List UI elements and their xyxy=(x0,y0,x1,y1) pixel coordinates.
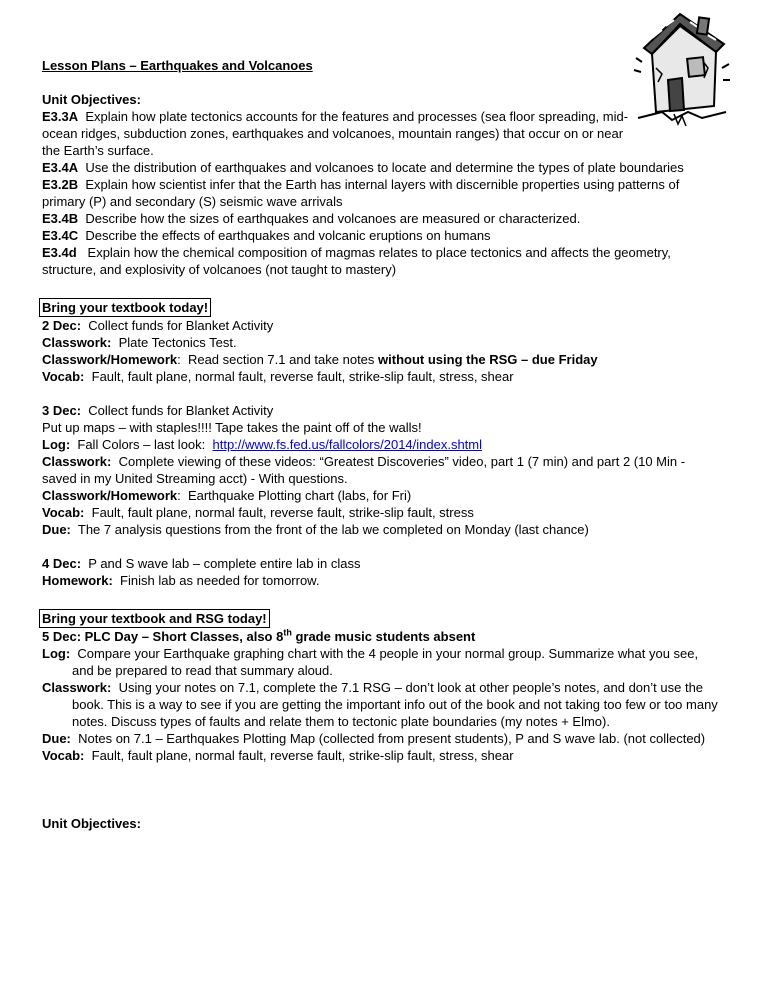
day4-log: Log: Compare your Earthquake graphing chart with the 4 people in your normal group. Summarize what you see, and be prepared to read that summary aloud. xyxy=(42,646,699,678)
day2-date-row: 3 Dec: Collect funds for Blanket Activity xyxy=(42,403,274,418)
reminder-box: Bring your textbook today! xyxy=(39,298,211,317)
objective-e3-4a: E3.4A Use the distribution of earthquakes and volcanoes to locate and determine the types of plate boundaries xyxy=(42,160,684,175)
reminder-box: Bring your textbook and RSG today! xyxy=(39,609,270,628)
footer-unit-objectives-heading: Unit Objectives: xyxy=(42,816,141,831)
day1-reminder-row xyxy=(42,298,722,317)
unit-objectives-heading: Unit Objectives: xyxy=(42,92,141,107)
day1-classwork: Classwork: Plate Tectonics Test. xyxy=(42,335,237,350)
objective-e3-2b: E3.2B Explain how scientist infer that the Earth has internal layers with discernible properties using patterns of primary (P) and secondary (S) seismic wave arrivals xyxy=(42,177,680,209)
objective-e3-3a: E3.3A Explain how plate tectonics accounts for the features and processes (sea floor spreading, mid-ocean ridges, subduction zones, earthquakes and volcanoes, mountain ranges) that occur on or near the Earth’s surface. xyxy=(42,109,629,158)
day2-classwork-homework: Classwork/Homework: Earthquake Plotting chart (labs, for Fri) xyxy=(42,488,412,503)
day1-vocab: Vocab: Fault, fault plane, normal fault, reverse fault, strike-slip fault, stress, shear xyxy=(42,369,514,384)
day2-log: Log: Fall Colors – last look: http://www.fs.fed.us/fallcolors/2014/index.shtml xyxy=(42,437,483,452)
day4-vocab: Vocab: Fault, fault plane, normal fault, reverse fault, strike-slip fault, stress, shear xyxy=(42,748,514,763)
objective-e3-4c: E3.4C Describe the effects of earthquakes and volcanic eruptions on humans xyxy=(42,228,491,243)
day2-due: Due: The 7 analysis questions from the front of the lab we completed on Monday (last chance) xyxy=(42,522,589,537)
day4-due: Due: Notes on 7.1 – Earthquakes Plotting Map (collected from present students), P and S wave lab. (not collected) xyxy=(42,731,706,746)
page-title: Lesson Plans – Earthquakes and Volcanoes xyxy=(42,58,313,73)
day2-note: Put up maps – with staples!!!! Tape takes the paint off of the walls! xyxy=(42,420,422,435)
day3-date-row: 4 Dec: P and S wave lab – complete entire lab in class xyxy=(42,556,361,571)
day4-classwork: Classwork: Using your notes on 7.1, complete the 7.1 RSG – don’t look at other people’s notes, and don’t use the book. This is a way to see if you are getting the important info out of the book and not taking too few or too many notes. Discuss types of faults and relate them to tectonic plate boundaries (my notes + Elmo). xyxy=(42,680,718,729)
objective-e3-4d: E3.4d Explain how the chemical composition of magmas relates to place tectonics and affects the geometry, structure, and explosivity of volcanoes (not taught to mastery) xyxy=(42,245,671,277)
day1-date-row: 2 Dec: Collect funds for Blanket Activity xyxy=(42,318,274,333)
day4-date-row: 5 Dec: PLC Day – Short Classes, also 8th grade music students absent xyxy=(42,627,476,644)
day4-reminder-row xyxy=(42,609,722,628)
fall-colors-link[interactable]: http://www.fs.fed.us/fallcolors/2014/index.shtml xyxy=(212,437,483,452)
day1-classwork-homework: Classwork/Homework: Read section 7.1 and take notes without using the RSG – due Friday xyxy=(42,352,598,367)
day2-vocab: Vocab: Fault, fault plane, normal fault, reverse fault, strike-slip fault, stress xyxy=(42,505,474,520)
day3-homework: Homework: Finish lab as needed for tomorrow. xyxy=(42,573,320,588)
objective-e3-4b: E3.4B Describe how the sizes of earthquakes and volcanoes are measured or characterized. xyxy=(42,211,581,226)
day2-classwork: Classwork: Complete viewing of these videos: “Greatest Discoveries” video, part 1 (7 min) and part 2 (10 Min - saved in my United Streaming acct) - With questions. xyxy=(42,454,686,486)
